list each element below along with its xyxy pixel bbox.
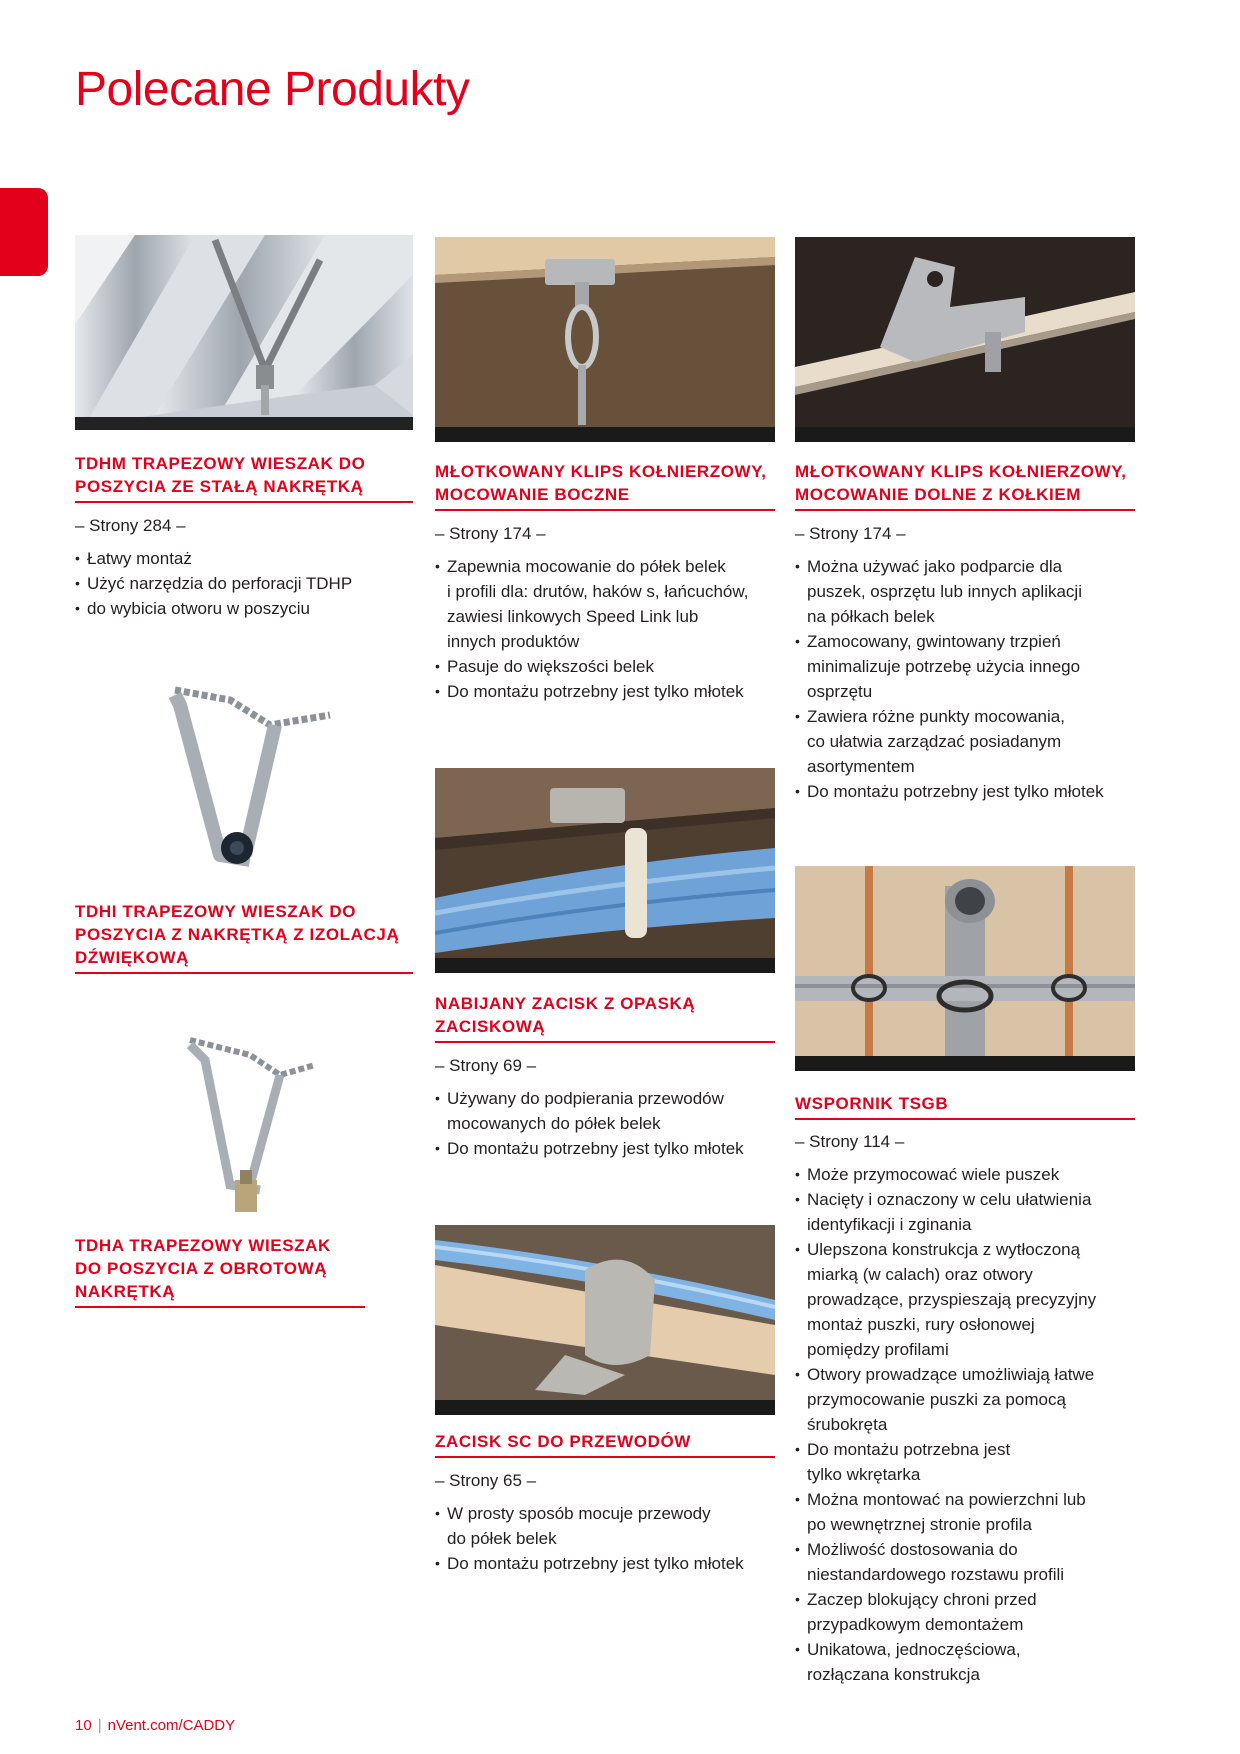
zacisk-sc-bullets	[435, 1501, 780, 1576]
page-title: Polecane Produkty	[75, 63, 470, 116]
tdhm-title: TDHM TRAPEZOWY WIESZAK DO POSZYCIA ZE STAŁĄ NAKRĘTKĄ	[75, 452, 413, 503]
list-item: • Możliwość dostosowania do niestandardowego rozstawu profili	[795, 1537, 1140, 1587]
klips-dolne-pages: – Strony 174 –	[795, 524, 906, 543]
list-item: • Do montażu potrzebny jest tylko młotek	[795, 779, 1140, 804]
klips-dolne-bullets	[795, 554, 1140, 804]
klips-boczne-photo	[435, 237, 775, 442]
zacisk-opaska-bullets	[435, 1086, 780, 1161]
klips-boczne-title: MŁOTKOWANY KLIPS KOŁNIERZOWY, MOCOWANIE BOCZNE	[435, 460, 775, 511]
klips-dolne-title: MŁOTKOWANY KLIPS KOŁNIERZOWY, MOCOWANIE DOLNE Z KOŁKIEM	[795, 460, 1135, 511]
list-item: • Zaczep blokujący chroni przed przypadkowym demontażem	[795, 1587, 1140, 1637]
zacisk-opaska-pages: – Strony 69 –	[435, 1056, 537, 1075]
klips-dolne-photo	[795, 237, 1135, 442]
zacisk-opaska-title: NABIJANY ZACISK Z OPASKĄ ZACISKOWĄ	[435, 992, 775, 1043]
klips-boczne-bullets	[435, 554, 780, 704]
tdhm-photo	[75, 235, 413, 430]
zacisk-opaska-photo	[435, 768, 775, 973]
list-item: • Użyć narzędzia do perforacji TDHP	[75, 571, 413, 596]
list-item: • Łatwy montaż	[75, 546, 413, 571]
footer-separator: |	[97, 1717, 102, 1734]
list-item: • Do montażu potrzebny jest tylko młotek	[435, 1551, 780, 1576]
list-item: • Do montażu potrzebna jest tylko wkrętarka	[795, 1437, 1140, 1487]
tdha-photo	[150, 1020, 350, 1220]
tsgb-bullets	[795, 1162, 1140, 1687]
footer-url[interactable]: nVent.com/CADDY	[107, 1717, 236, 1734]
section-tab	[0, 188, 48, 276]
tdha-title: TDHA TRAPEZOWY WIESZAK DO POSZYCIA Z OBROTOWĄ NAKRĘTKĄ	[75, 1234, 365, 1308]
list-item: • Zapewnia mocowanie do półek belek i profili dla: drutów, haków s, łańcuchów, zawiesi linkowych Speed Link lub innych produktów	[435, 554, 780, 654]
tsgb-photo	[795, 866, 1135, 1071]
list-item: • Zawiera różne punkty mocowania, co ułatwia zarządzać posiadanym asortymentem	[795, 704, 1140, 779]
tsgb-pages: – Strony 114 –	[795, 1132, 905, 1151]
list-item: • Można używać jako podparcie dla puszek, osprzętu lub innych aplikacji na półkach belek	[795, 554, 1140, 629]
list-item: • Do montażu potrzebny jest tylko młotek	[435, 679, 780, 704]
tsgb-title: WSPORNIK TSGB	[795, 1092, 1135, 1120]
zacisk-sc-pages: – Strony 65 –	[435, 1471, 537, 1490]
list-item: • Otwory prowadzące umożliwiają łatwe przymocowanie puszki za pomocą śrubokręta	[795, 1362, 1140, 1437]
list-item: • Do montażu potrzebny jest tylko młotek	[435, 1136, 780, 1161]
list-item: • Pasuje do większości belek	[435, 654, 780, 679]
tdhm-bullets	[75, 546, 413, 621]
list-item: • Można montować na powierzchni lub po wewnętrznej stronie profila	[795, 1487, 1140, 1537]
tdhi-photo	[130, 665, 360, 885]
page-number: 10	[75, 1717, 92, 1734]
list-item: • Może przymocować wiele puszek	[795, 1162, 1140, 1187]
list-item: • do wybicia otworu w poszyciu	[75, 596, 413, 621]
list-item: • Używany do podpierania przewodów mocowanych do półek belek	[435, 1086, 780, 1136]
tdhm-pages: – Strony 284 –	[75, 516, 186, 535]
footer	[75, 1717, 235, 1734]
list-item: • W prosty sposób mocuje przewody do półek belek	[435, 1501, 780, 1551]
zacisk-sc-title: ZACISK SC DO PRZEWODÓW	[435, 1430, 775, 1458]
klips-boczne-pages: – Strony 174 –	[435, 524, 546, 543]
zacisk-sc-photo	[435, 1225, 775, 1415]
list-item: • Unikatowa, jednoczęściowa, rozłączana konstrukcja	[795, 1637, 1140, 1687]
tdhi-title: TDHI TRAPEZOWY WIESZAK DO POSZYCIA Z NAKRĘTKĄ Z IZOLACJĄ DŹWIĘKOWĄ	[75, 900, 413, 974]
list-item: • Ulepszona konstrukcja z wytłoczoną miarką (w calach) oraz otwory prowadzące, przyspieszają precyzyjny montaż puszki, rury osłonowej pomiędzy profilami	[795, 1237, 1140, 1362]
list-item: • Zamocowany, gwintowany trzpień minimalizuje potrzebę użycia innego osprzętu	[795, 629, 1140, 704]
list-item: • Nacięty i oznaczony w celu ułatwienia identyfikacji i zginania	[795, 1187, 1140, 1237]
